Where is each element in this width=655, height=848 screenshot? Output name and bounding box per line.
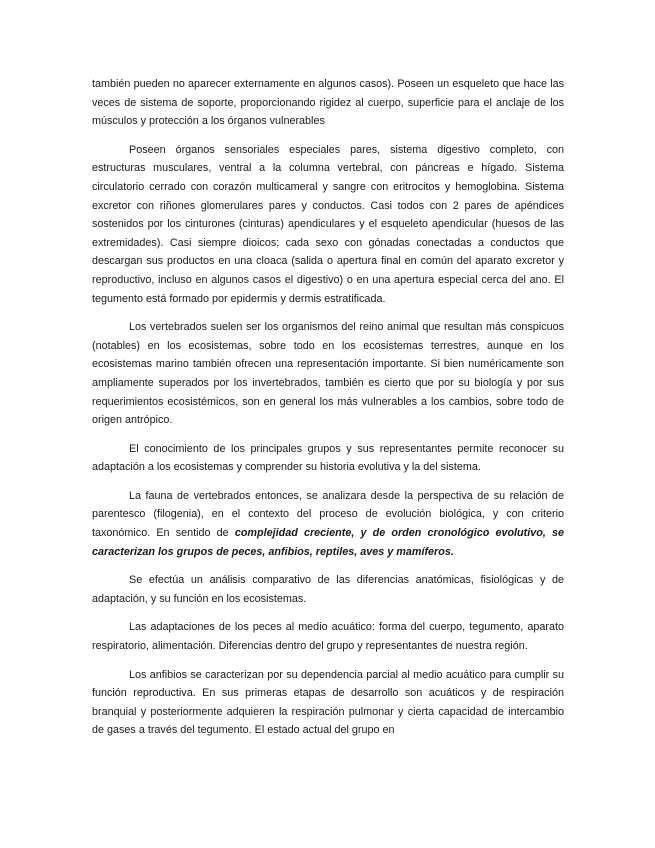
paragraph-fauna bbox=[92, 487, 564, 561]
paragraph-conspicuous: Los vertebrados suelen ser los organismos del reino animal que resultan más conspicuos (notables) en los ecosistemas, sobre todo en los ecosistemas terrestres, aunque en los ecosistemas marino también ofrecen una representación importante. Si bien numéricamente son ampliamente superados por los invertebrados, también es cierto que por su biología y por sus requerimientos ecosistémicos, son en general los más vulnerables a los cambios, sobre todo de origen antrópico. bbox=[92, 321, 564, 427]
paragraph-organs: Poseen órganos sensoriales especiales pares, sistema digestivo completo, con estructuras musculares, ventral a la columna vertebral, con páncreas e hígado. Sistema circulatorio cerrado con corazón multicameral y sangre con eritrocitos y hemoglobina. Sistema excretor con riñones glomerulares pares y conductos. Casi todos con 2 pares de apéndices sostenidos por los cinturones (cinturas) apendiculares y el esqueleto apendicular (huesos de las extremidades). Casi siempre dioicos; cada sexo con gónadas conectadas a conductos que descargan sus productos en una cloaca (salida o apertura final en común del aparato excretor y reproductivo, incluso en algunos casos el digestivo) o en una apertura especial cerca del ano. El tegumento está formado por epidermis y dermis estratificada. bbox=[92, 143, 564, 305]
paragraph-fish: Las adaptaciones de los peces al medio acuático: forma del cuerpo, tegumento, aparato respiratorio, alimentación. Diferencias dentro del grupo y representantes de nuestra región. bbox=[92, 621, 564, 653]
paragraph-knowledge: El conocimiento de los principales grupos y sus representantes permite reconocer su adaptación a los ecosistemas y comprender su historia evolutiva y la del sistema. bbox=[92, 442, 564, 474]
body-text bbox=[92, 75, 564, 750]
fauna-emphasis: complejidad creciente, y de orden cronológico evolutivo, se caracterizan los grupos de peces, anfibios, reptiles, aves y mamíferos. bbox=[92, 527, 564, 558]
paragraph-skeleton: también pueden no aparecer externamente en algunos casos). Poseen un esqueleto que hace las veces de sistema de soporte, proporcionando rigidez al cuerpo, superficie para el anclaje de los músculos y protección a los órganos vulnerables bbox=[92, 78, 564, 128]
paragraph-amphibians: Los anfibios se caracterizan por su dependencia parcial al medio acuático para cumplir su función reproductiva. En sus primeras etapas de desarrollo son acuáticos y de respiración branquial y posteriormente adquieren la respiración pulmonar y cierta capacidad de intercambio de gases a través del tegumento. El estado actual del grupo en bbox=[92, 668, 564, 737]
paragraph-analysis: Se efectúa un análisis comparativo de las diferencias anatómicas, fisiológicas y de adaptación, y su función en los ecosistemas. bbox=[92, 574, 564, 605]
fauna-text: La fauna de vertebrados entonces, se analizara desde la perspectiva de su relación de parentesco (filogenia), en el contexto del proceso de evolución biológica, y con criterio taxonómico. En sentido de bbox=[92, 489, 564, 540]
